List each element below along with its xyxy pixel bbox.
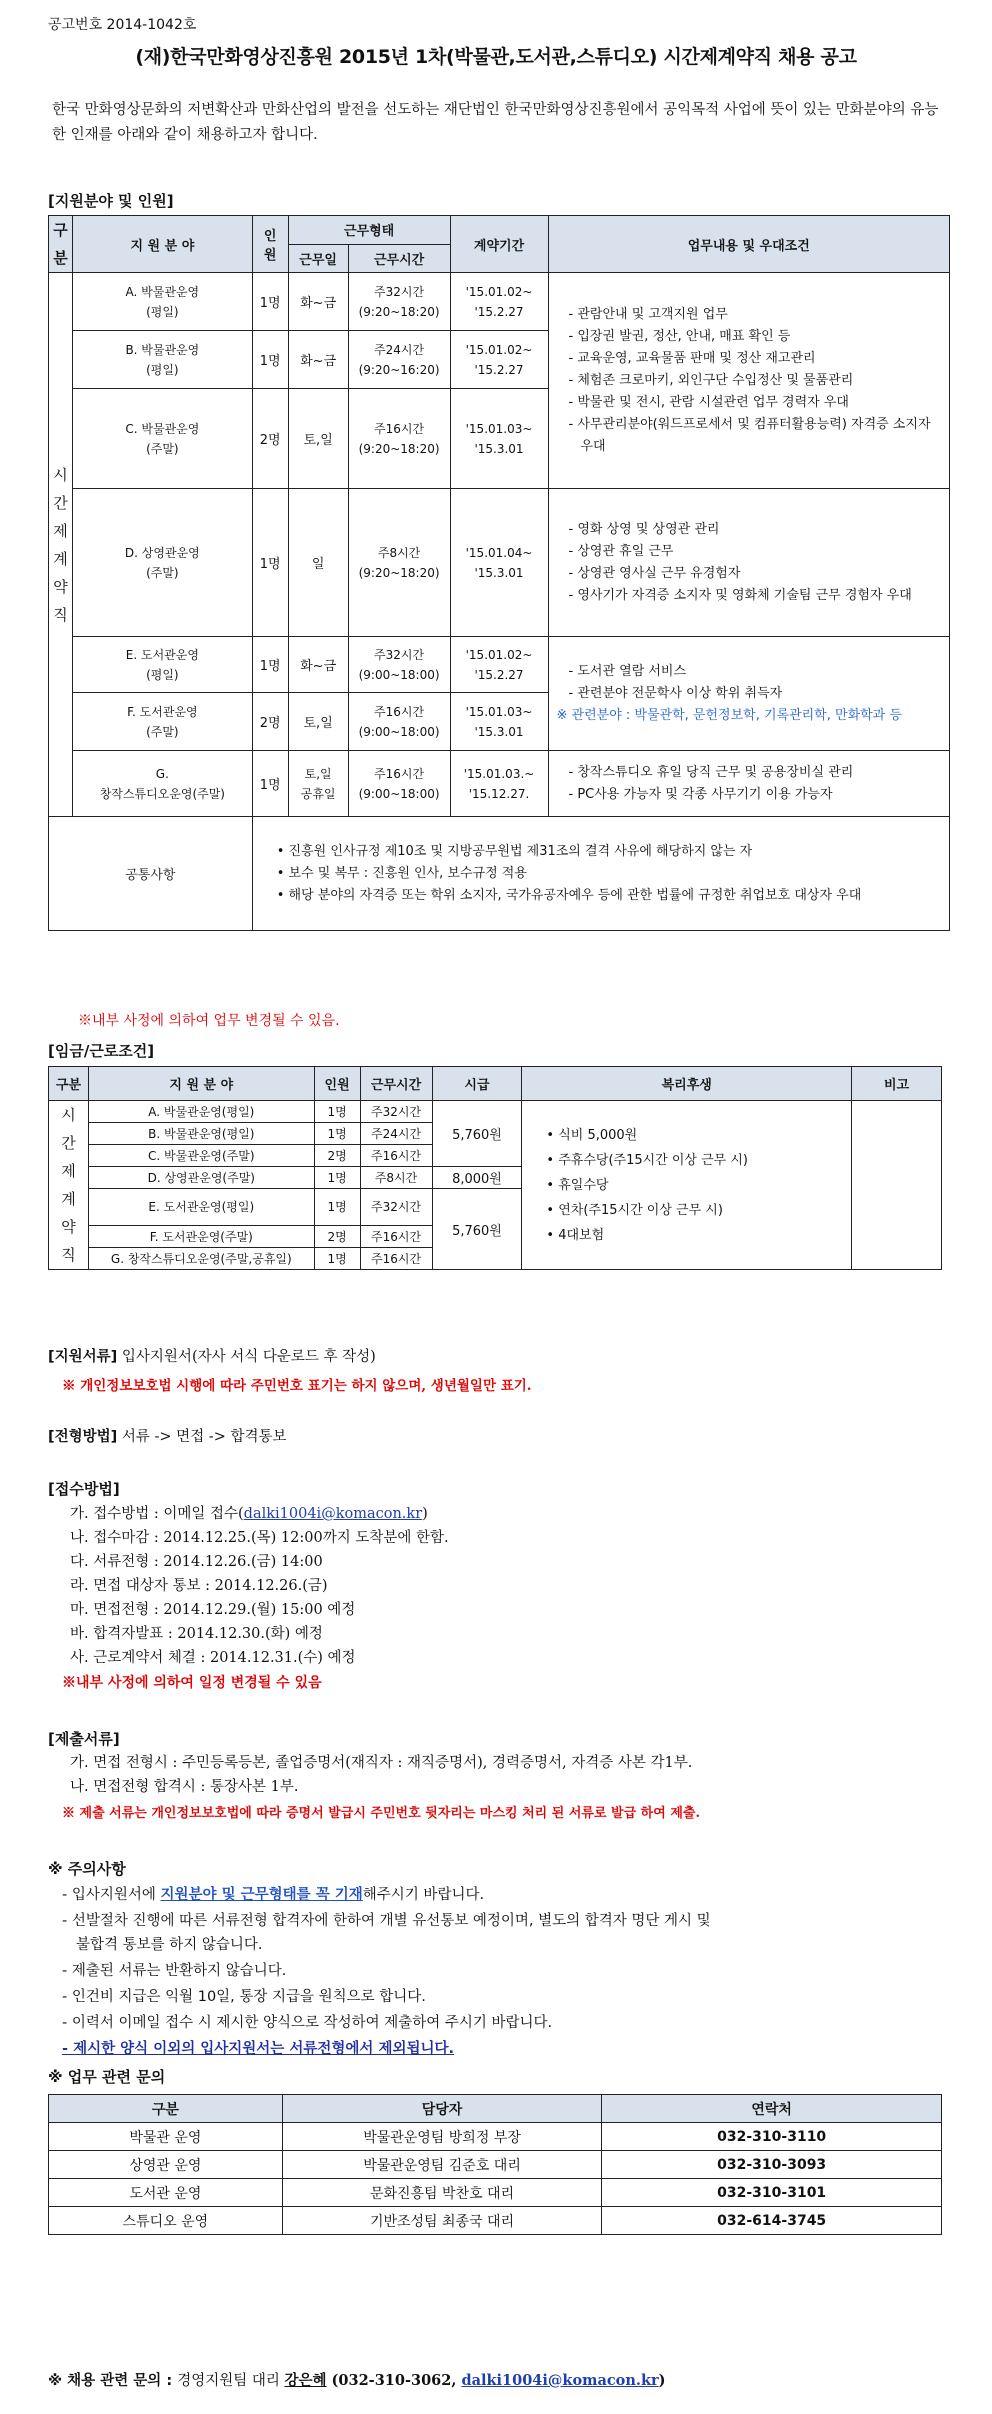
table-row <box>49 2179 942 2207</box>
dept-cell: 스튜디오 운영 <box>49 2207 283 2235</box>
contact-cell: 032-310-3101 <box>602 2179 942 2207</box>
people-cell: 1명 <box>314 1167 360 1189</box>
field-cell: E. 도서관운영(평일) <box>88 1189 314 1226</box>
caution-last: - 제시한 양식 이외의 입사지원서는 서류전형에서 제외됩니다. <box>62 2041 454 2057</box>
section-heading-docs: [지원서류] <box>48 1349 118 1365</box>
people-cell: 1명 <box>252 489 288 637</box>
time-cell: 주32시간 <box>360 1189 432 1226</box>
receipt-note: ※내부 사정에 의하여 일정 변경될 수 있음 <box>62 1675 322 1691</box>
welfare-cell <box>522 1101 852 1270</box>
field-cell: F. 도서관운영(주말) <box>88 1226 314 1248</box>
common-item: • 보수 및 복무 : 진흥원 인사, 보수규정 적용 <box>276 865 527 881</box>
col-people: 인원 <box>314 1067 360 1101</box>
wage-table <box>48 1066 942 1270</box>
field-cell: G. 창작스튜디오운영(주말,공휴일) <box>88 1248 314 1270</box>
table-row <box>49 2123 942 2151</box>
duty-cell-d <box>548 489 950 637</box>
duty-item: - 창작스튜디오 휴일 당직 근무 및 공용장비실 관리 <box>568 764 854 780</box>
col-field: 지 원 분 야 <box>72 216 252 273</box>
people-cell: 1명 <box>314 1189 360 1226</box>
welfare-item: • 식비 5,000원 <box>546 1127 638 1143</box>
dept-cell: 도서관 운영 <box>49 2179 283 2207</box>
caution-line: - 제출된 서류는 반환하지 않습니다. <box>62 1963 287 1979</box>
time-cell: 주16시간 (9:00~18:00) <box>348 751 450 817</box>
duty-item: - 도서관 열람 서비스 <box>568 663 687 679</box>
email-link[interactable]: dalki1004i@komacon.kr <box>243 1506 423 1522</box>
col-period: 계약기간 <box>450 216 548 273</box>
contact-email-link[interactable]: dalki1004i@komacon.kr <box>461 2372 659 2389</box>
table-row <box>49 2151 942 2179</box>
col-gubun: 구 분 <box>49 216 73 273</box>
common-item: • 진흥원 인사규정 제10조 및 지방공무원법 제31조의 결격 사유에 해당하지 않는 자 <box>276 843 753 859</box>
section-heading-inquiry: ※ 업무 관련 문의 <box>48 2068 166 2086</box>
field-cell: B. 박물관운영(평일) <box>88 1123 314 1145</box>
table-row <box>49 751 950 817</box>
day-cell: 토,일 <box>288 389 348 489</box>
remark-cell <box>852 1101 942 1270</box>
col-work-day: 근무일 <box>288 244 348 273</box>
receipt-item: 사. 근로계약서 체결 : 2014.12.31.(수) 예정 <box>70 1650 356 1666</box>
hiring-inquiry: ※ 채용 관련 문의 : 경영지원팀 대리 강은혜 (032-310-3062, dalki1004i@komacon.kr) <box>48 2372 666 2389</box>
col-work-time: 근무시간 <box>348 244 450 273</box>
period-cell: '15.01.03~ '15.3.01 <box>450 693 548 751</box>
person-cell: 박물관운영팀 방희정 부장 <box>282 2123 602 2151</box>
people-cell: 1명 <box>314 1248 360 1270</box>
selection-method <box>48 1426 287 1448</box>
table-row-common <box>49 817 950 931</box>
col-person: 담당자 <box>282 2095 602 2123</box>
person-cell: 기반조성팀 최종국 대리 <box>282 2207 602 2235</box>
duty-ef-note: ※ 관련분야 : 박물관학, 문헌정보학, 기록관리학, 만화학과 등 <box>556 707 902 723</box>
time-cell: 주24시간 <box>360 1123 432 1145</box>
people-cell: 1명 <box>314 1123 360 1145</box>
col-people: 인 원 <box>252 216 288 273</box>
col-field: 지 원 분 야 <box>88 1067 314 1101</box>
col-duty: 업무내용 및 우대조건 <box>548 216 950 273</box>
section-heading-caution: ※ 주의사항 <box>48 1860 126 1878</box>
person-cell: 문화진흥팀 박찬호 대리 <box>282 2179 602 2207</box>
time-cell: 주32시간 (9:20~18:20) <box>348 273 450 331</box>
table-row <box>49 273 950 331</box>
day-cell: 토,일 <box>288 693 348 751</box>
submit-item: 나. 면접전형 합격시 : 통장사본 1부. <box>70 1779 299 1795</box>
time-cell: 주24시간 (9:20~16:20) <box>348 331 450 389</box>
col-gubun: 구분 <box>49 1067 89 1101</box>
period-cell: '15.01.02~ '15.2.27 <box>450 637 548 693</box>
col-remark: 비고 <box>852 1067 942 1101</box>
people-cell: 1명 <box>252 273 288 331</box>
fields-table <box>48 215 950 931</box>
inquiry-table <box>48 2094 942 2235</box>
receipt-list <box>70 1502 449 1670</box>
receipt-item: 라. 면접 대상자 통보 : 2014.12.26.(금) <box>70 1578 328 1594</box>
period-cell: '15.01.02~ '15.2.27 <box>450 331 548 389</box>
contact-name: 강은혜 <box>284 2373 327 2389</box>
time-cell: 주32시간 <box>360 1101 432 1123</box>
period-cell: '15.01.03~ '15.3.01 <box>450 389 548 489</box>
field-cell: F. 도서관운영 (주말) <box>72 693 252 751</box>
field-cell: D. 상영관운영 (주말) <box>72 489 252 637</box>
field-cell: D. 상영관운영(주말) <box>88 1167 314 1189</box>
receipt-item: 다. 서류전형 : 2014.12.26.(금) 14:00 <box>70 1554 323 1570</box>
common-cell <box>252 817 949 931</box>
page-title: (재)한국만화영상진흥원 2015년 1차(박물관,도서관,스튜디오) 시간제계약직 채용 공고 <box>135 46 857 68</box>
contact-cell: 032-310-3093 <box>602 2151 942 2179</box>
section1-note: ※내부 사정에 의하여 업무 변경될 수 있음. <box>78 1013 340 1029</box>
duty-item: - 박물관 및 전시, 관람 시설관련 업무 경력자 우대 <box>568 394 849 410</box>
period-cell: '15.01.02~ '15.2.27 <box>450 273 548 331</box>
intro-text: 한국 만화영상문화의 저변확산과 만화산업의 발전을 선도하는 재단법인 한국만화영상진흥원에서 공익목적 사업에 뜻이 있는 만화분야의 유능한 인재를 아래와 같이 채용하고자 합니다. <box>52 102 939 143</box>
table-row <box>49 1101 942 1123</box>
duty-item: - 사무관리분야(워드프로세서 및 컴퓨터활용능력) 자격증 소지자 우대 <box>568 416 931 454</box>
dept-cell: 박물관 운영 <box>49 2123 283 2151</box>
submit-item: 가. 면접 전형시 : 주민등록등본, 졸업증명서(재직자 : 재직증명서), 경력증명서, 자격증 사본 각1부. <box>70 1755 693 1771</box>
section-heading-submit: [제출서류] <box>48 1730 120 1748</box>
duty-cell-abc <box>548 273 950 489</box>
application-docs <box>48 1346 376 1368</box>
dept-cell: 상영관 운영 <box>49 2151 283 2179</box>
col-time: 근무시간 <box>360 1067 432 1101</box>
duty-item: - 영화 상영 및 상영관 관리 <box>568 521 720 537</box>
duty-item: - 입장권 발권, 정산, 안내, 매표 확인 등 <box>568 328 791 344</box>
day-cell: 화~금 <box>288 637 348 693</box>
caution-line: 불합격 통보를 하지 않습니다. <box>76 1937 263 1953</box>
table-row <box>49 489 950 637</box>
field-cell: C. 박물관운영 (주말) <box>72 389 252 489</box>
caution-line: - 선발절차 진행에 따른 서류전형 합격자에 한하여 개별 유선통보 예정이며, 별도의 합격자 명단 게시 및 <box>62 1913 711 1929</box>
period-cell: '15.01.03.~ '15.12.27. <box>450 751 548 817</box>
col-contact: 연락처 <box>602 2095 942 2123</box>
duty-item: - 체험존 크로마키, 외인구단 수입정산 및 물품관리 <box>568 372 854 388</box>
col-wage: 시급 <box>432 1067 522 1101</box>
section-heading-wage: [임금/근로조건] <box>48 1042 155 1060</box>
common-item: • 해당 분야의 자격증 또는 학위 소지자, 국가유공자예우 등에 관한 법률에 규정한 취업보호 대상자 우대 <box>276 887 862 903</box>
receipt-item: 마. 면접전형 : 2014.12.29.(월) 15:00 예정 <box>70 1602 356 1618</box>
col-gubun: 구분 <box>49 2095 283 2123</box>
time-cell: 주16시간 (9:00~18:00) <box>348 693 450 751</box>
common-label: 공통사항 <box>49 817 253 931</box>
table-row <box>49 2207 942 2235</box>
section-heading-receipt: [접수방법] <box>48 1480 120 1498</box>
wage-cell: 5,760원 <box>432 1189 522 1270</box>
section-heading-method: [전형방법] <box>48 1429 118 1445</box>
contact-cell: 032-310-3110 <box>602 2123 942 2151</box>
receipt-item: 바. 합격자발표 : 2014.12.30.(화) 예정 <box>70 1626 323 1642</box>
notice-number: 공고번호 2014-1042호 <box>48 17 197 33</box>
receipt-item: 가. 접수방법 : 이메일 접수(dalki1004i@komacon.kr) <box>70 1506 428 1522</box>
category-cell: 시 간 제 계 약 직 <box>49 1101 89 1270</box>
wage-cell: 5,760원 <box>432 1101 522 1167</box>
day-cell: 토,일 공휴일 <box>288 751 348 817</box>
contact-cell: 032-614-3745 <box>602 2207 942 2235</box>
caution-line: - 이력서 이메일 접수 시 제시한 양식으로 작성하여 제출하여 주시기 바랍니다. <box>62 2015 553 2031</box>
caution-line: - 인건비 지급은 익월 10일, 통장 지급을 원칙으로 합니다. <box>62 1989 426 2005</box>
time-cell: 주16시간 <box>360 1248 432 1270</box>
people-cell: 2명 <box>252 693 288 751</box>
people-cell: 1명 <box>314 1101 360 1123</box>
duty-item: - 상영관 휴일 근무 <box>568 543 674 559</box>
field-cell: C. 박물관운영(주말) <box>88 1145 314 1167</box>
time-cell: 주16시간 <box>360 1145 432 1167</box>
col-work-type: 근무형태 <box>288 216 450 245</box>
field-cell: A. 박물관운영 (평일) <box>72 273 252 331</box>
duty-item: - 관련분야 전문학사 이상 학위 취득자 <box>568 685 783 701</box>
time-cell: 주32시간 (9:00~18:00) <box>348 637 450 693</box>
time-cell: 주16시간 <box>360 1226 432 1248</box>
period-cell: '15.01.04~ '15.3.01 <box>450 489 548 637</box>
time-cell: 주8시간 <box>360 1167 432 1189</box>
day-cell: 일 <box>288 489 348 637</box>
receipt-item: 나. 접수마감 : 2014.12.25.(목) 12:00까지 도착분에 한함. <box>70 1530 449 1546</box>
duty-cell-ef <box>548 637 950 751</box>
people-cell: 1명 <box>252 331 288 389</box>
duty-item: - PC사용 가능자 및 각종 사무기기 이용 가능자 <box>568 786 833 802</box>
wage-cell: 8,000원 <box>432 1167 522 1189</box>
day-cell: 화~금 <box>288 331 348 389</box>
duty-cell-g <box>548 751 950 817</box>
time-cell: 주8시간 (9:20~18:20) <box>348 489 450 637</box>
people-cell: 2명 <box>314 1226 360 1248</box>
table-row <box>49 637 950 693</box>
submit-note: ※ 제출 서류는 개인정보보호법에 따라 증명서 발급시 주민번호 뒷자리는 마스킹 처리 된 서류로 발급 하여 제출. <box>62 1806 700 1821</box>
duty-item: - 영사기가 자격증 소지자 및 영화체 기술팀 근무 경험자 우대 <box>568 587 912 603</box>
caution-emphasis: 지원분야 및 근무형태를 꼭 기재 <box>160 1887 363 1903</box>
section-heading-fields: [지원분야 및 인원] <box>48 192 174 210</box>
field-cell: G. 창작스튜디오운영(주말) <box>72 751 252 817</box>
welfare-item: • 4대보험 <box>546 1227 605 1243</box>
welfare-item: • 휴일수당 <box>546 1177 609 1193</box>
duty-item: - 교육운영, 교육물품 판매 및 정산 재고관리 <box>568 350 816 366</box>
col-welfare: 복리후생 <box>522 1067 852 1101</box>
duty-item: - 관람안내 및 고객지원 업무 <box>568 306 728 322</box>
caution-line: - 입사지원서에 지원분야 및 근무형태를 꼭 기재해주시기 바랍니다. <box>62 1887 485 1903</box>
method-text: 서류 -> 면접 -> 합격통보 <box>117 1429 287 1445</box>
time-cell: 주16시간 (9:20~18:20) <box>348 389 450 489</box>
category-cell: 시 간 제 계 약 직 <box>49 273 73 817</box>
people-cell: 2명 <box>252 389 288 489</box>
field-cell: B. 박물관운영 (평일) <box>72 331 252 389</box>
people-cell: 1명 <box>252 751 288 817</box>
duty-item: - 상영관 영사실 근무 유경험자 <box>568 565 741 581</box>
day-cell: 화~금 <box>288 273 348 331</box>
field-cell: A. 박물관운영(평일) <box>88 1101 314 1123</box>
people-cell: 2명 <box>314 1145 360 1167</box>
people-cell: 1명 <box>252 637 288 693</box>
docs-text: 입사지원서(자사 서식 다운로드 후 작성) <box>117 1349 376 1365</box>
docs-note: ※ 개인정보보호법 시행에 따라 주민번호 표기는 하지 않으며, 생년월일만 표기. <box>62 1378 532 1394</box>
person-cell: 박물관운영팀 김준호 대리 <box>282 2151 602 2179</box>
welfare-item: • 연차(주15시간 이상 근무 시) <box>546 1202 723 1218</box>
welfare-item: • 주휴수당(주15시간 이상 근무 시) <box>546 1152 749 1168</box>
field-cell: E. 도서관운영 (평일) <box>72 637 252 693</box>
